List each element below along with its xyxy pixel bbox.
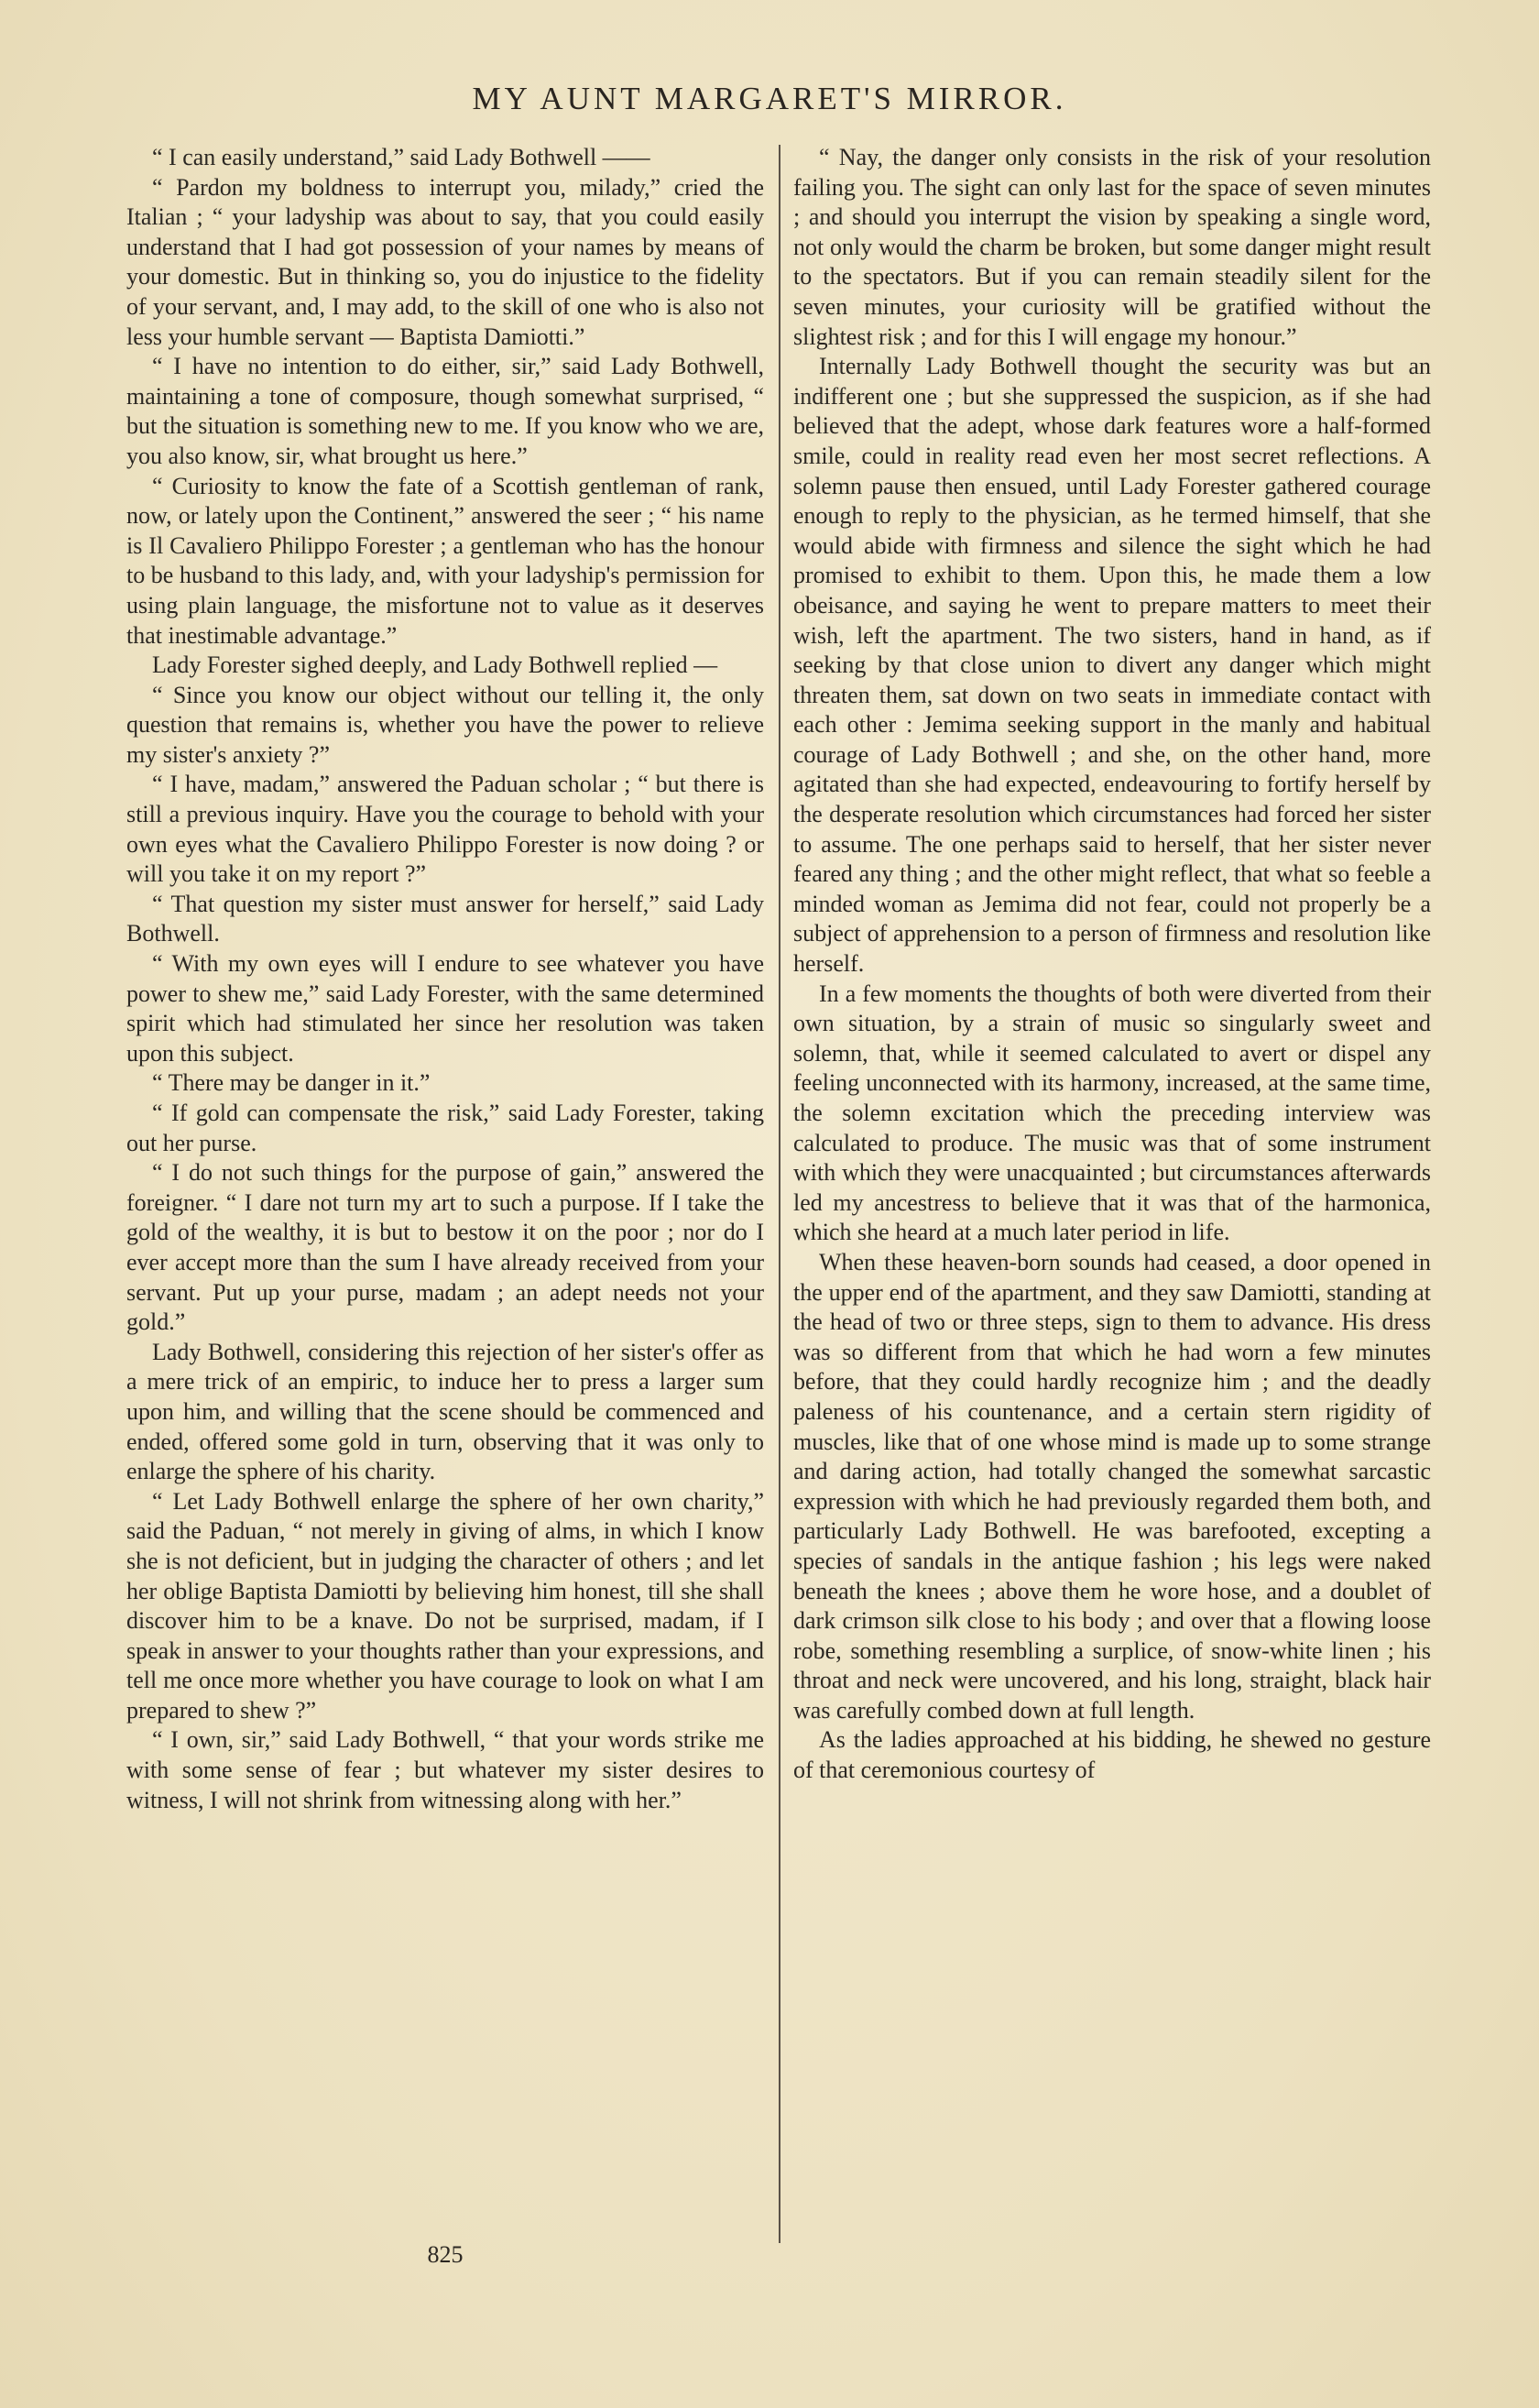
page-number: 825 <box>427 2241 464 2268</box>
left-column <box>126 143 764 1815</box>
right-column <box>793 143 1431 1786</box>
paragraph: “ Curiosity to know the fate of a Scottish gentleman of rank, now, or lately upon the Continent,” answered the seer ; “ his name is Il Cavaliero Philippo Forester ; a gentleman who has the honour to be husband to this lady, and, with your ladyship's permission for using plain language, the misfortune not to value as it deserves that inestimable advantage.” <box>126 472 764 649</box>
paragraph: When these heaven-born sounds had ceased, a door opened in the upper end of the apartment, and they saw Damiotti, standing at the head of two or three steps, sign to them to advance. His dress was so different from that which he had worn a few minutes before, that they could hardly recognize him ; and the deadly paleness of his countenance, and a certain stern rigidity of muscles, like that of one whose mind is made up to some strange and daring action, had totally changed the somewhat sarcastic expression with which he had previously regarded them both, and particularly Lady Bothwell. He was barefooted, excepting a species of sandals in the antique fashion ; his legs were naked beneath the knees ; above them he wore hose, and a doublet of dark crimson silk close to his body ; and over that a flowing loose robe, something resembling a surplice, of snow-white linen ; his throat and neck were uncovered, and his long, straight, black hair was carefully combed down at full length. <box>793 1248 1431 1724</box>
paragraph: “ I have, madam,” answered the Paduan scholar ; “ but there is still a previous inquiry. Have you the courage to behold with your own eyes what the Cavaliero Philippo Forester is now doing ? or will you take it on my report ?” <box>126 771 764 888</box>
paragraph: “ That question my sister must answer for herself,” said Lady Bothwell. <box>126 890 764 947</box>
paragraph: “ Let Lady Bothwell enlarge the sphere of her own charity,” said the Paduan, “ not merely in giving of alms, in which I know she is not deficient, but in judging the character of others ; and let her oblige Baptista Damiotti by believing him honest, till she shall discover him to be a knave. Do not be surprised, madam, if I speak in answer to your thoughts rather than your expressions, and tell me once more whether you have courage to look on what I am prepared to shew ?” <box>126 1487 764 1724</box>
paragraph: “ With my own eyes will I endure to see whatever you have power to shew me,” said Lady Forester, with the same determined spirit which had stimulated her since her resolution was taken upon this subject. <box>126 950 764 1067</box>
paragraph: Lady Bothwell, considering this rejection of her sister's offer as a mere trick of an empiric, to induce her to press a larger sum upon him, and willing that the scene should be commenced and ended, offered some gold in turn, observing that it was only to enlarge the sphere of his charity. <box>126 1338 764 1485</box>
paragraph: “ Nay, the danger only consists in the risk of your resolution failing you. The sight can only last for the space of seven minutes ; and should you interrupt the vision by speaking a single word, not only would the charm be broken, but some danger might result to the spectators. But if you can remain steadily silent for the seven minutes, your curiosity will be gratified without the slightest risk ; and for this I will engage my honour.” <box>793 144 1431 350</box>
column-divider <box>779 145 780 2243</box>
paragraph: “ Pardon my boldness to interrupt you, milady,” cried the Italian ; “ your ladyship was about to say, that you could easily understand that I had got possession of your names by means of your domestic. But in thinking so, you do injustice to the fidelity of your servant, and, I may add, to the skill of one who is also not less your humble servant — Baptista Damiotti.” <box>126 173 764 350</box>
paragraph: Internally Lady Bothwell thought the security was but an indifferent one ; but she suppressed the suspicion, as if she had believed that the adept, whose dark features wore a half-formed smile, could in reality read even her most secret reflections. A solemn pause then ensued, until Lady Forester gathered courage enough to reply to the physician, as he termed himself, that she would abide with firmness and silence the sight which he had promised to exhibit to them. Upon this, he made them a low obeisance, and saying he went to prepare matters to meet their wish, left the apartment. The two sisters, hand in hand, as if seeking by that close union to divert any danger which might threaten them, sat down on two seats in immediate contact with each other : Jemima seeking support in the manly and habitual courage of Lady Bothwell ; and she, on the other hand, more agitated than she had expected, endeavouring to fortify herself by the desperate resolution which circumstances had forced her sister to assume. The one perhaps said to herself, that her sister never feared any thing ; and the other might reflect, that what so feeble a minded woman as Jemima did not fear, could not properly be a subject of apprehension to a person of firmness and resolution like herself. <box>793 353 1431 978</box>
paragraph: “ Since you know our object without our telling it, the only question that remains is, whether you have the power to relieve my sister's anxiety ?” <box>126 681 764 768</box>
paragraph: “ I can easily understand,” said Lady Bothwell —— <box>152 144 650 170</box>
paragraph: “ There may be danger in it.” <box>152 1069 431 1097</box>
paragraph: “ If gold can compensate the risk,” said Lady Forester, taking out her purse. <box>126 1100 764 1156</box>
paragraph: “ I do not such things for the purpose of gain,” answered the foreigner. “ I dare not turn my art to such a purpose. If I take the gold of the wealthy, it is but to bestow it on the poor ; nor do I ever accept more than the sum I have already received from your servant. Put up your purse, madam ; an adept needs not your gold.” <box>126 1159 764 1336</box>
running-header: MY AUNT MARGARET'S MIRROR. <box>472 81 1067 116</box>
paragraph: As the ladies approached at his bidding, he shewed no gesture of that ceremonious courtesy of <box>793 1726 1431 1784</box>
paragraph: Lady Forester sighed deeply, and Lady Bothwell replied — <box>152 651 718 679</box>
paragraph: “ I have no intention to do either, sir,” said Lady Bothwell, maintaining a tone of composure, though somewhat surprised, “ but the situation is something new to me. If you know who we are, you also know, sir, what brought us here.” <box>126 353 764 469</box>
paragraph: “ I own, sir,” said Lady Bothwell, “ that your words strike me with some sense of fear ; but whatever my sister desires to witness, I will not shrink from witnessing along with her.” <box>126 1726 764 1813</box>
paragraph: In a few moments the thoughts of both were diverted from their own situation, by a strain of music so singularly sweet and solemn, that, while it seemed calculated to avert or dispel any feeling unconnected with its harmony, increased, at the same time, the solemn excitation which the preceding interview was calculated to produce. The music was that of some instrument with which they were unacquainted ; but circumstances afterwards led my ancestress to believe that it was that of the harmonica, which she heard at a much later period in life. <box>793 980 1431 1246</box>
